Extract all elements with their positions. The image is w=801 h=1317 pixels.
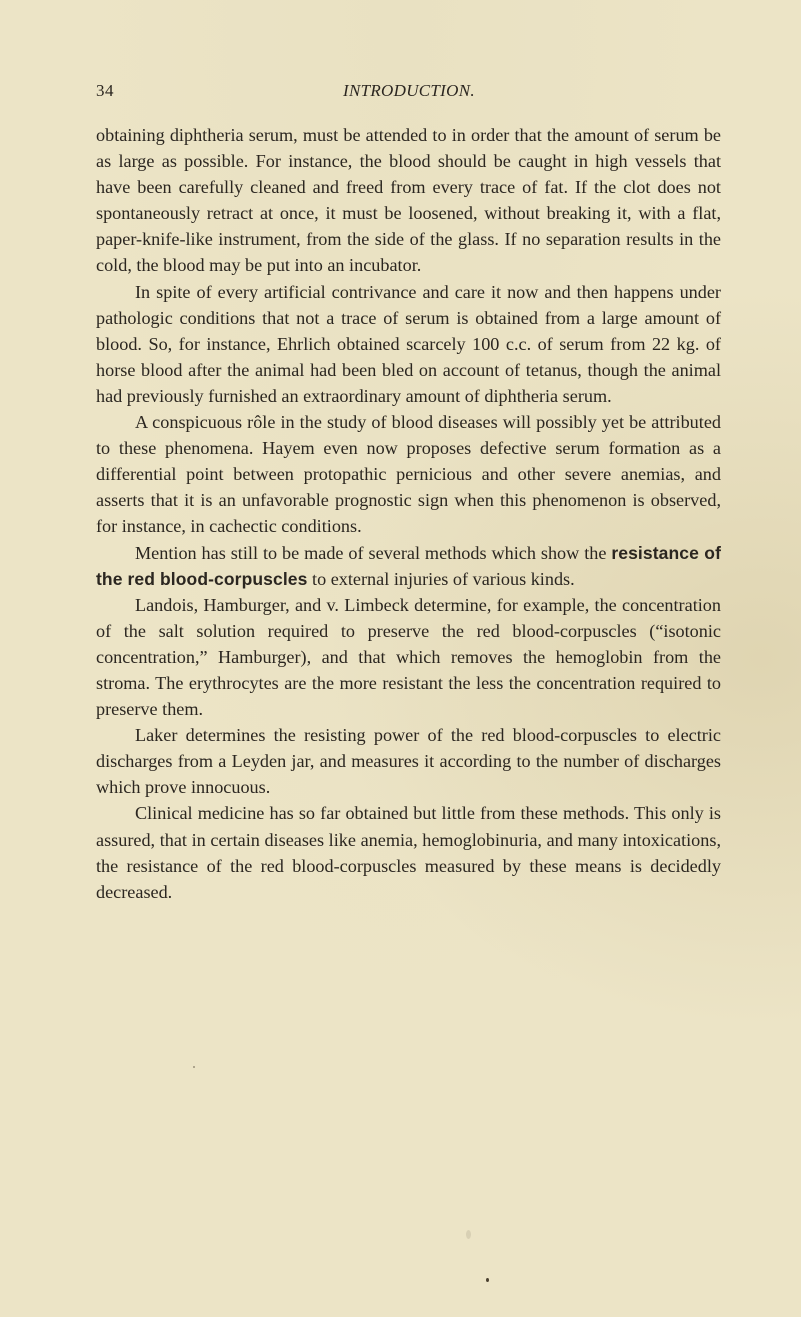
paper-speck xyxy=(486,1278,489,1282)
running-head xyxy=(96,78,721,104)
body-text xyxy=(96,122,721,905)
paragraph-resistance-methods xyxy=(96,540,721,592)
paragraph-no-serum: In spite of every artificial contrivance and care it now and then happens under pathologic conditions that not a trace of serum is obtained from a large amount of blood. So, for instance, Ehrlich obtained scarcely 100 c.c. of serum from 22 kg. of horse blood after the animal had been bled on account of tetanus, though the animal had previously furnished an extraordinary amount of diphtheria serum. xyxy=(96,281,721,406)
emphasized-term: resistance of the red blood-corpuscles xyxy=(96,542,722,589)
running-title: INTRODUCTION. xyxy=(343,81,475,100)
paragraph-serum-collection: obtaining diphtheria serum, must be attended to in order that the amount of serum be as large as possible. For instance, the blood should be caught in high vessels that have been carefully cleaned and freed from every trace of fat. If the clot does not spontaneously retract at once, it must be loosened, without breaking it, with a flat, paper-knife-like instrument, from the side of the glass. If no separation results in the cold, the blood may be put into an incubator. xyxy=(96,125,721,276)
book-page xyxy=(96,78,721,905)
paragraph-isotonic-concentration: Landois, Hamburger, and v. Limbeck determine, for example, the concentration of the salt solution required to preserve the red blood-corpuscles (“isotonic concentration,” Hamburger), and that which removes the hemoglobin from the stroma. The erythrocytes are the more resistant the less the concentration required to preserve them. xyxy=(96,594,721,720)
paper-speck xyxy=(466,1230,471,1239)
paragraph-text-before: Mention has still to be made of several methods which show the xyxy=(135,542,612,563)
paragraph-laker-method: Laker determines the resisting power of the red blood-corpuscles to electric discharges from a Leyden jar, and measures it according to the number of discharges which prove innocuous. xyxy=(96,725,721,798)
paragraph-text-after: to external injuries of various kinds. xyxy=(307,568,575,589)
paragraph-blood-diseases: A conspicuous rôle in the study of blood diseases will possibly yet be attributed to these phenomena. Hayem even now proposes defective serum formation as a differential point between protopathic pernicious and other severe anemias, and asserts that it is an unfavorable prognostic sign when this phenomenon is observed, for instance, in cachectic conditions. xyxy=(96,412,721,537)
paragraph-clinical-medicine: Clinical medicine has so far obtained but little from these methods. This only is assured, that in certain diseases like anemia, hemoglobinuria, and many intoxications, the resistance of the red blood-corpuscles measured by these means is decidedly decreased. xyxy=(96,803,721,902)
paper-speck xyxy=(193,1066,195,1068)
page-number: 34 xyxy=(96,81,114,100)
